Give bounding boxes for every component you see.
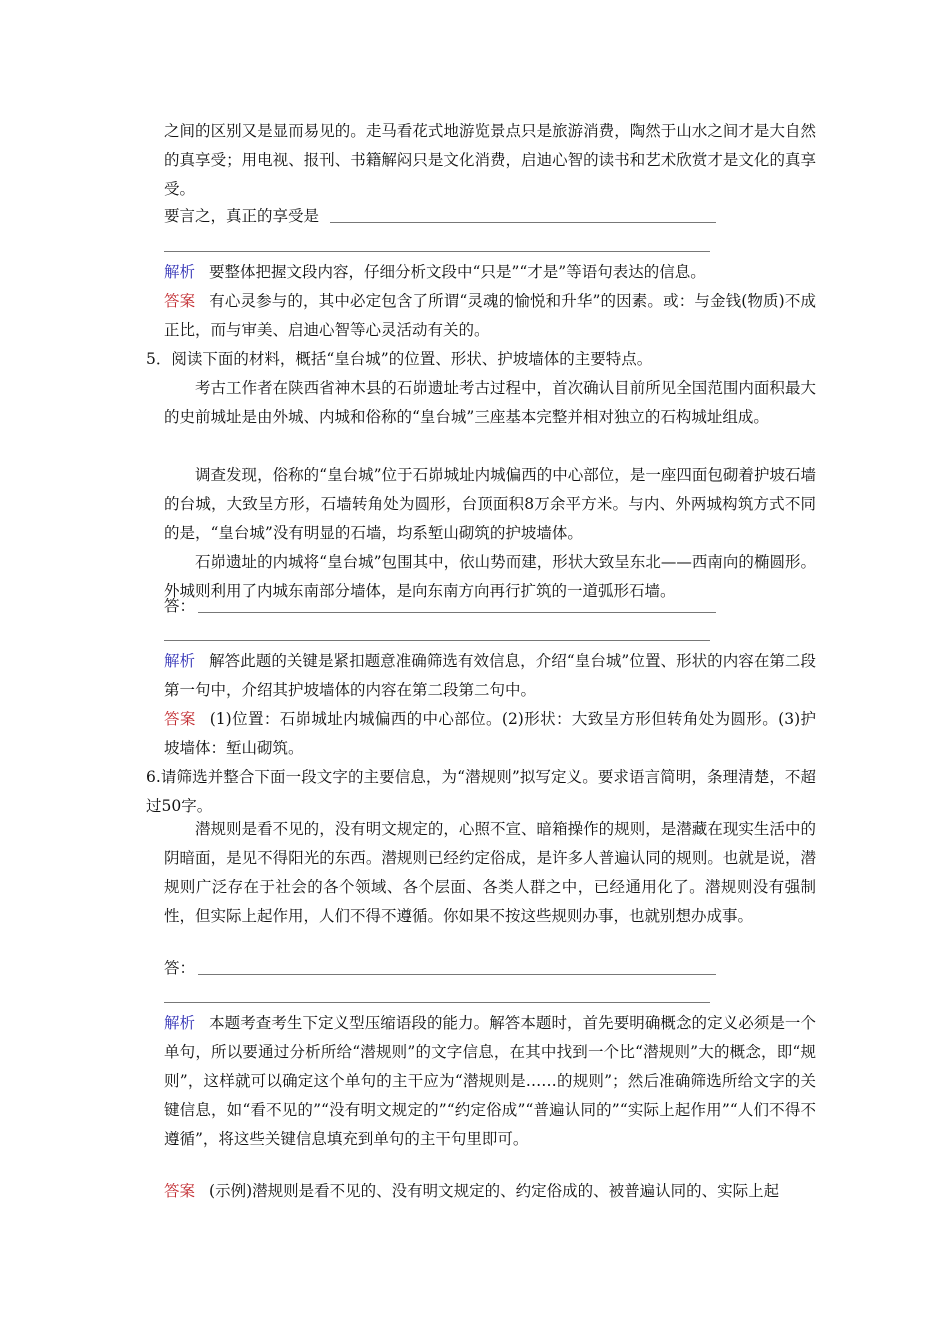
answer-blank-line[interactable] bbox=[164, 251, 710, 252]
passage-paragraph: 考古工作者在陕西省神木县的石峁遗址考古过程中，首次确认目前所见全国范围内面积最大的史前城址是由外城、内城和俗称的“皇台城”三座基本完整并相对独立的石构城址组成。 bbox=[164, 379, 816, 426]
answer-blank-line[interactable] bbox=[330, 222, 716, 223]
analysis-text: 要整体把握文段内容，仔细分析文段中“只是”“才是”等语句表达的信息。 bbox=[209, 263, 706, 281]
question-text: 请筛选并整合下面一段文字的主要信息，为“潜规则”拟写定义。要求语言简明，条理清楚，不超过50字。 bbox=[146, 768, 816, 815]
analysis-tag: 解析 bbox=[164, 263, 196, 281]
answer-prompt: 要言之，真正的享受是 bbox=[164, 207, 320, 225]
analysis-text: 本题考查考生下定义型压缩语段的能力。解答本题时，首先要明确概念的定义必须是一个单句，所以要通过分析所给“潜规则”的文字信息，在其中找到一个比“潜规则”大的概念，即“规则”，这样就可以确定这个单句的主干应为“潜规则是……的规则”；然后准确筛选所给文字的关键信息，如“看不见的”“没有明文规定的”“约定俗成”“普遍认同的”“实际上起作用”“人们不得不遵循”，将这些关键信息填充到单句的主干句里即可。 bbox=[164, 1014, 816, 1148]
answer-blank-line[interactable] bbox=[164, 640, 710, 641]
answer-tag: 答案 bbox=[164, 292, 196, 310]
question-number: 5． bbox=[146, 350, 172, 368]
answer-text: (示例)潜规则是看不见的、没有明文规定的、约定俗成的、被普遍认同的、实际上起 bbox=[209, 1182, 780, 1200]
answer-blank-line[interactable] bbox=[198, 974, 716, 975]
answer-paragraph bbox=[164, 1177, 816, 1206]
passage-paragraph: 潜规则是看不见的，没有明文规定的，心照不宣、暗箱操作的规则，是潜藏在现实生活中的阴暗面，是见不得阳光的东西。潜规则已经约定俗成，是许多人普遍认同的规则。也就是说，潜规则广泛存在于社会的各个领域、各个层面、各类人群之中，已经通用化了。潜规则没有强制性，但实际上起作用，人们不得不遵循。你如果不按这些规则办事，也就别想办成事。 bbox=[164, 820, 816, 925]
analysis-paragraph bbox=[164, 1009, 816, 1154]
passage-paragraph: 调查发现，俗称的“皇台城”位于石峁城址内城偏西的中心部位，是一座四面包砌着护坡石墙的台城，大致呈方形，石墙转角处为圆形，台顶面积8万余平方米。与内、外两城构筑方式不同的是，“皇台城”没有明显的石墙，均系堑山砌筑的护坡墙体。 bbox=[164, 466, 816, 542]
answer-text: (1)位置：石峁城址内城偏西的中心部位。(2)形状：大致呈方形但转角处为圆形。(3)护坡墙体：堑山砌筑。 bbox=[164, 710, 816, 757]
answer-blank-line[interactable] bbox=[198, 612, 716, 613]
passage-paragraph: 之间的区别又是显而易见的。走马看花式地游览景点只是旅游消费，陶然于山水之间才是大自然的真享受；用电视、报刊、书籍解闷只是文化消费，启迪心智的读书和艺术欣赏才是文化的真享受。 bbox=[164, 122, 816, 198]
analysis-text: 解答此题的关键是紧扣题意准确筛选有效信息，介绍“皇台城”位置、形状的内容在第二段第一句中，介绍其护坡墙体的内容在第二段第二句中。 bbox=[164, 652, 816, 699]
answer-tag: 答案 bbox=[164, 710, 196, 728]
passage-paragraph: 石峁遗址的内城将“皇台城”包围其中，依山势而建，形状大致呈东北——西南向的椭圆形。外城则利用了内城东南部分墙体，是向东南方向再行扩筑的一道弧形石墙。 bbox=[164, 553, 816, 600]
question-text: 阅读下面的材料，概括“皇台城”的位置、形状、护坡墙体的主要特点。 bbox=[171, 350, 653, 368]
analysis-tag: 解析 bbox=[164, 652, 196, 670]
answer-label: 答： bbox=[164, 597, 196, 615]
answer-blank-line[interactable] bbox=[164, 1002, 710, 1003]
answer-label: 答： bbox=[164, 959, 196, 977]
question-5 bbox=[146, 345, 816, 374]
question-number: 6. bbox=[146, 768, 161, 786]
analysis-paragraph bbox=[164, 647, 816, 705]
analysis-tag: 解析 bbox=[164, 1014, 196, 1032]
answer-text: 有心灵参与的，其中必定包含了所谓“灵魂的愉悦和升华”的因素。或：与金钱(物质)不成正比，而与审美、启迪心智等心灵活动有关的。 bbox=[164, 292, 816, 339]
answer-paragraph bbox=[164, 287, 816, 345]
question-6 bbox=[146, 763, 816, 821]
analysis-paragraph bbox=[164, 258, 816, 287]
answer-paragraph bbox=[164, 705, 816, 763]
answer-tag: 答案 bbox=[164, 1182, 196, 1200]
